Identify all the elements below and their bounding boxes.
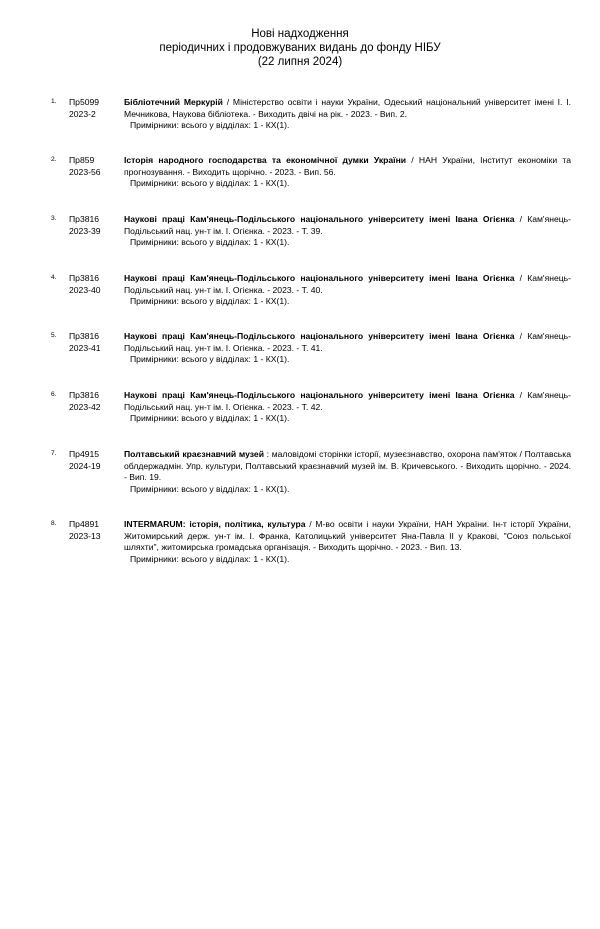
entry-title: Бібліотечний Меркурій [124, 97, 223, 107]
entry-description [124, 214, 571, 249]
entry-description [124, 273, 571, 308]
entry-description [124, 390, 571, 425]
entry-body: : маловідомі сторінки історії, музеєзнавство, охорона пам'яток / Полтавська облдержадмін. Упр. культури, Полтавський краєзнавчий музей ім. В. Кричевського. - Виходить щорічно. - 2024. - Вип. 19. [124, 449, 571, 483]
code-year: 2023-41 [69, 343, 101, 353]
title-line-3: (22 липня 2024) [257, 56, 343, 68]
stock-info: Примірники: всього у відділах: 1 - КХ(1). [130, 413, 290, 424]
stock-info: Примірники: всього у відділах: 1 - КХ(1). [130, 296, 290, 307]
stock-info: Примірники: всього у відділах: 1 - КХ(1). [130, 553, 290, 564]
page-title [0, 27, 600, 69]
entry-description [124, 97, 571, 132]
entry-description [124, 155, 571, 190]
shelf-code [69, 331, 119, 355]
code-year: 2023-39 [69, 226, 101, 236]
code-id: Пр3816 [69, 331, 100, 341]
code-id: Пр3816 [69, 390, 100, 400]
entry-description [124, 519, 571, 565]
entry-number: 2. [51, 156, 57, 163]
shelf-code [69, 155, 119, 179]
code-year: 2023-42 [69, 402, 101, 412]
entry-number: 6. [51, 391, 57, 398]
code-id: Пр859 [69, 155, 95, 165]
code-year: 2024-19 [69, 461, 101, 471]
entry-title: Наукові праці Кам'янець-Подільського національного університету імені Івана Огієнка [124, 214, 515, 224]
code-id: Пр4915 [69, 449, 100, 459]
entry-number: 4. [51, 274, 57, 281]
entry-title: Історія народного господарства та економічної думки України [124, 155, 407, 165]
code-year: 2023-13 [69, 531, 101, 541]
code-id: Пр5099 [69, 97, 100, 107]
shelf-code [69, 519, 119, 543]
shelf-code [69, 214, 119, 238]
entry-title: Наукові праці Кам'янець-Подільського національного університету імені Івана Огієнка [124, 390, 515, 400]
shelf-code [69, 390, 119, 414]
entry-number: 3. [51, 215, 57, 222]
entry-number: 5. [51, 332, 57, 339]
shelf-code [69, 449, 119, 473]
entry-number: 1. [51, 98, 57, 105]
shelf-code [69, 97, 119, 121]
entry-body: / Кам'янець-Подільський нац. ун-т ім. І. Огієнка. - 2023. - Т. 42. [124, 390, 572, 412]
entry-body: / Кам'янець-Подільський нац. ун-т ім. І. Огієнка. - 2023. - Т. 39. [124, 214, 572, 236]
stock-info: Примірники: всього у відділах: 1 - КХ(1). [130, 237, 290, 248]
code-id: Пр3816 [69, 214, 100, 224]
entry-description [124, 449, 571, 495]
shelf-code [69, 273, 119, 297]
code-year: 2023-56 [69, 167, 101, 177]
title-line-2: періодичних і продовжуваних видань до фонду НІБУ [159, 42, 441, 54]
stock-info: Примірники: всього у відділах: 1 - КХ(1). [130, 120, 290, 131]
code-id: Пр3816 [69, 273, 100, 283]
entry-description [124, 331, 571, 366]
entry-number: 8. [51, 520, 57, 527]
entry-title: Наукові праці Кам'янець-Подільського національного університету імені Івана Огієнка [124, 331, 515, 341]
code-id: Пр4891 [69, 519, 100, 529]
title-line-1: Нові надходження [251, 28, 349, 40]
stock-info: Примірники: всього у відділах: 1 - КХ(1). [130, 178, 290, 189]
entry-body: / Кам'янець-Подільський нац. ун-т ім. І. Огієнка. - 2023. - Т. 41. [124, 331, 572, 353]
stock-info: Примірники: всього у відділах: 1 - КХ(1). [130, 354, 290, 365]
code-year: 2023-2 [69, 109, 96, 119]
entry-title: Полтавський краєзнавчий музей [124, 449, 264, 459]
entry-body: / Кам'янець-Подільський нац. ун-т ім. І. Огієнка. - 2023. - Т. 40. [124, 273, 572, 295]
entry-number: 7. [51, 450, 57, 457]
code-year: 2023-40 [69, 285, 101, 295]
entry-body: / НАН України, Інститут економіки та прогнозування. - Виходить щорічно. - 2023. - Вип. 56. [124, 155, 571, 177]
entry-body: / М-во освіти і науки України, НАН України. Ін-т історії України, Житомирський держ. ун-т ім. І. Франка, Католицький університет Яна-Павла ІІ у Кракові, "Союз польської шляхти", житомирська громадська організація. - Виходить щорічно. - 2023. - Вип. 13. [124, 519, 571, 553]
entry-title: INTERMARUM: історія, політика, культура [124, 519, 306, 529]
stock-info: Примірники: всього у відділах: 1 - КХ(1). [130, 483, 290, 494]
entry-title: Наукові праці Кам'янець-Подільського національного університету імені Івана Огієнка [124, 273, 515, 283]
entry-body: / Міністерство освіти і науки України, Одеський національний університет імені І. І. Мечникова, Наукова бібліотека. - Виходить двічі на рік. - 2023. - Вип. 2. [124, 97, 571, 119]
